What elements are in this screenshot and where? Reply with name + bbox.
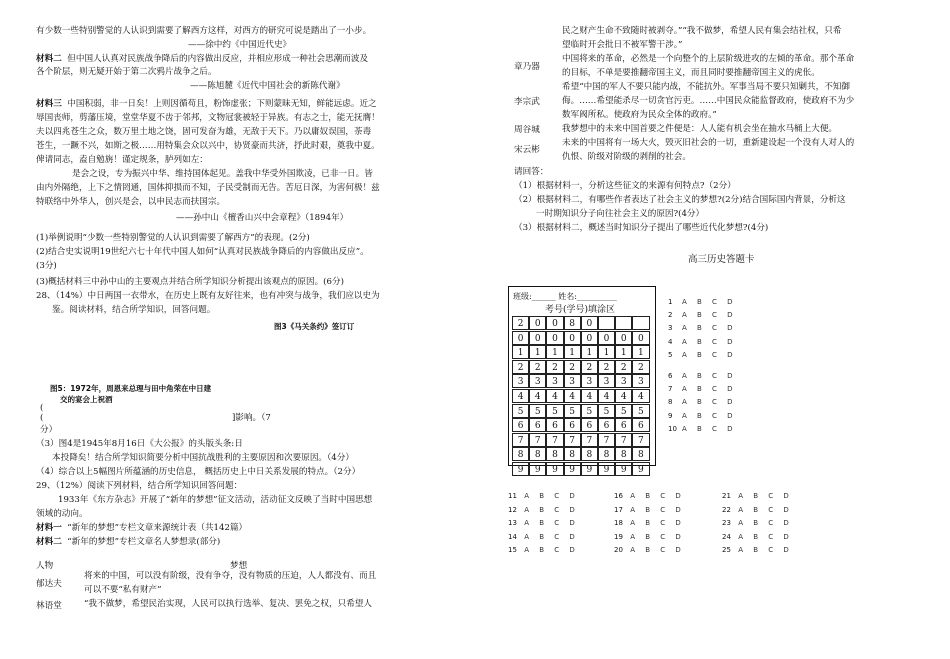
answer-options: A B C D — [630, 546, 685, 554]
id-bubble[interactable]: 7 — [615, 433, 632, 447]
answer-options: A B C D — [682, 411, 737, 420]
id-bubble[interactable]: 3 — [615, 374, 632, 388]
material-three-line5: 俾请同志，盍自勉旃！谨定规条，胪列如左： — [36, 155, 208, 165]
dream-li-2: 数军阀所私。使政府为民众全体的政府。” — [562, 110, 717, 120]
id-bubble[interactable]: 8 — [564, 447, 581, 461]
id-bubble[interactable]: 0 — [581, 331, 598, 345]
id-bubble[interactable]: 1 — [546, 345, 563, 359]
dream-zhang-2: 的目标，不单是要推翻帝国主义，而且同时要推翻帝国主义的虎伥。 — [562, 68, 820, 78]
id-bubble-row — [512, 447, 650, 462]
mcq-column-c — [614, 490, 685, 558]
id-bubble-row — [512, 389, 650, 404]
person-zhang: 章乃器 — [514, 62, 540, 72]
id-bubble-row — [512, 404, 650, 419]
id-bubble[interactable]: 5 — [529, 404, 546, 418]
question-number: 18 — [614, 519, 623, 527]
answer-options: A B C D — [524, 505, 579, 514]
id-bubble[interactable]: 4 — [632, 389, 649, 403]
id-digit-row — [512, 316, 650, 331]
id-bubble[interactable]: 0 — [529, 331, 546, 345]
question-29-intro-cont: 领域的动向。 — [36, 509, 88, 519]
material-two-b-text: “新年的梦想”专栏文章名人梦想录(部分) — [67, 537, 221, 547]
id-bubble-row — [512, 418, 650, 433]
answer-options: A B C D — [524, 532, 579, 541]
dream-yu-1: 将来的中国，可以没有阶级，没有争夺，没有物质的压迫，人人都没有、而且 — [84, 571, 377, 581]
answer-prompt: 请回答： — [514, 167, 549, 177]
id-bubble[interactable]: 2 — [512, 360, 529, 374]
mcq-row[interactable] — [722, 490, 793, 504]
id-bubble[interactable]: 9 — [632, 462, 649, 476]
impact-text: ]影响。（7 — [232, 413, 271, 423]
figure-5-caption-cont: 交的宴会上祝酒 — [60, 395, 113, 404]
id-bubble[interactable]: 9 — [529, 462, 546, 476]
dream-lin: “我不做梦，希望民治实现，人民可以执行选举、复决、罢免之权，只希望人 — [84, 599, 372, 609]
question-4: （4）综合以上5幅图片所蕴涵的历史信息， 概括历史上中日关系发展的特点。（2分） — [36, 467, 361, 477]
question-number: 16 — [614, 492, 623, 500]
id-digit-cell[interactable]: 2 — [512, 316, 529, 330]
question-28-instruction: 鉴。阅读材料，结合所学知识，回答问题。 — [52, 305, 216, 315]
id-bubble[interactable]: 3 — [598, 374, 615, 388]
material-three-line8: 特联络中外华人，创兴是会，以申民志而扶国宗。 — [36, 197, 226, 207]
answer-options: A B C D — [738, 492, 793, 500]
question-number: 8 — [668, 398, 673, 407]
id-bubble[interactable]: 7 — [546, 433, 563, 447]
mcq-row[interactable] — [668, 383, 737, 396]
id-bubble[interactable]: 3 — [512, 374, 529, 388]
id-bubble[interactable]: 8 — [512, 447, 529, 461]
id-bubble[interactable]: 1 — [564, 345, 581, 359]
id-bubble[interactable]: 9 — [512, 462, 529, 476]
question-number: 19 — [614, 532, 623, 541]
id-bubble[interactable]: 0 — [512, 331, 529, 345]
material-three-line4: 苍生，一蹶不兴，如斯之极……用特集会众以兴中，协贤豪而共济，抒此时艰，奠我中夏。 — [36, 141, 380, 151]
answer-options: A B C D — [524, 492, 579, 500]
paren-open: ( — [40, 403, 44, 413]
person-yu: 郁达夫 — [36, 579, 62, 589]
question-number: 3 — [668, 324, 673, 333]
id-bubble[interactable]: 4 — [546, 389, 563, 403]
question-number: 25 — [722, 546, 731, 554]
question-number: 23 — [722, 519, 731, 527]
mcq-row[interactable] — [508, 544, 579, 558]
mcq-row[interactable] — [668, 349, 737, 362]
question-29: 29、（12%）阅读下列材料，结合所学知识回答问题： — [36, 481, 243, 491]
material-three-line2: 辱国丧师，剪藩压境，堂堂华夏不齿于邻邦，文物冠裳被轻于异族。有志之士，能无抚膺！ — [36, 113, 380, 123]
question-3: (3)概括材料三中孙中山的主要观点并结合所学知识分析提出该观点的原因。(6分) — [36, 277, 344, 287]
question-1: (1)举例说明“少数一些特别警觉的人认识到需要了解西方”的表现。(2分) — [36, 233, 310, 243]
question-number: 9 — [668, 411, 673, 420]
source-sun: ——孙中山《檀香山兴中会章程》（1894年） — [176, 213, 349, 223]
id-bubble[interactable]: 8 — [615, 447, 632, 461]
id-bubble-row — [512, 433, 650, 448]
question-number: 14 — [508, 532, 517, 541]
material-two-b-tag: 材料二 — [36, 537, 62, 547]
id-bubble[interactable]: 3 — [581, 374, 598, 388]
material-two-text: 但中国人认真对民族战争降后的内容做出反应，并相应形成一种社会思潮而波及 — [67, 54, 369, 64]
student-id-label: 考号(学号)填涂区 — [545, 305, 616, 315]
mcq-row[interactable] — [668, 309, 737, 322]
question-28: 28、（14%）中日两国一衣带水，在历史上既有友好往来，也有冲突与战争，我们应以史为 — [36, 291, 380, 301]
mcq-column-d — [722, 490, 793, 558]
id-digit-cell[interactable] — [632, 316, 649, 330]
answer-options: A B C D — [630, 519, 685, 527]
id-bubble[interactable]: 8 — [546, 447, 563, 461]
mcq-row[interactable] — [614, 504, 685, 518]
paren-line: ( — [40, 413, 44, 423]
question-29-intro: 1933年《东方杂志》开展了“新年的梦想”征文活动，活动征文反映了当时中国思想 — [58, 495, 373, 505]
column-person: 人物 — [36, 561, 54, 571]
id-bubble[interactable]: 4 — [564, 389, 581, 403]
question-number: 7 — [668, 385, 673, 394]
id-bubble[interactable]: 2 — [615, 360, 632, 374]
student-id-grid — [508, 286, 656, 475]
id-bubble[interactable]: 9 — [581, 462, 598, 476]
id-bubble[interactable]: 5 — [615, 404, 632, 418]
material-one-line — [36, 522, 247, 535]
material-three-line3: 夫以四兆苍生之众，数万里土地之饶，固可发奋为雄，无敌于天下。乃以庸奴误国，荼毒 — [36, 127, 372, 137]
question-3b: （3）图4是1945年8月16日《大公报》的头版头条:日 — [36, 439, 243, 449]
id-digit-cell[interactable] — [598, 316, 615, 330]
dream-yu-2: 可以不要“私有财产” — [84, 585, 162, 595]
answer-options: A B C D — [630, 532, 685, 541]
question-number: 10 — [668, 424, 677, 433]
left-column — [0, 0, 470, 659]
id-bubble[interactable]: 4 — [512, 389, 529, 403]
question-number: 13 — [508, 519, 517, 527]
source-chen: ——陈旭麓《近代中国社会的新陈代谢》 — [190, 81, 345, 91]
id-bubble[interactable]: 3 — [564, 374, 581, 388]
answer-q2: （2）根据材料二，有哪些作者表达了社会主义的梦想?(2分)结合国际国内背景，分析这 — [514, 195, 846, 205]
answer-q2-cont: 一时期知识分子向往社会主义的原因?(4分） — [536, 209, 705, 219]
id-bubble[interactable]: 1 — [581, 345, 598, 359]
id-bubble[interactable]: 1 — [529, 345, 546, 359]
mcq-row[interactable] — [722, 517, 793, 531]
dream-zhang-1: 中国将来的革命，必然是一个向整个的上层阶级进攻的左倾的革命。那个革命 — [562, 54, 855, 64]
figure-5-caption: 图5：1972年，周恩来总理与田中角荣在中日建 — [50, 384, 212, 393]
question-number: 20 — [614, 546, 623, 554]
dream-song-2: 仇恨、阶级对阶级的剥削的社会。 — [562, 152, 691, 162]
id-bubble[interactable]: 9 — [546, 462, 563, 476]
question-number: 5 — [668, 350, 673, 359]
person-song: 宋云彬 — [514, 145, 540, 155]
question-number: 12 — [508, 505, 517, 514]
answer-q1: （1）根据材料一，分析这些征文的来源有何特点?（2分） — [514, 181, 736, 191]
id-bubble-row — [512, 374, 650, 389]
material-one-tag: 材料一 — [36, 523, 62, 533]
paragraph-xu: 有少数一些特别警觉的人认识到需要了解西方这样，对西方的研究可说是踏出了一小步。 — [36, 26, 372, 36]
id-bubble[interactable]: 0 — [615, 331, 632, 345]
id-bubble[interactable]: 6 — [546, 418, 563, 432]
mcq-row[interactable] — [668, 370, 737, 383]
question-3b-cont: 本投降矣！结合所学知识简要分析中国抗战胜利的主要原因和次要原因。（4分） — [52, 453, 354, 463]
id-bubble[interactable]: 0 — [546, 331, 563, 345]
question-2-points: (3分) — [36, 261, 57, 271]
material-three-text: 中国积弱，非一日矣！上则因循苟且，粉饰虚张；下则蒙昧无知，鲜能远虑。近之 — [67, 99, 377, 109]
id-bubble[interactable]: 2 — [546, 360, 563, 374]
person-zhou: 周谷城 — [514, 125, 540, 135]
material-three-line7: 由内外隔绝，上下之情罔通，国体抑损而不知，子民受制而无告。苦厄日深，为害何极！兹 — [36, 183, 380, 193]
id-bubble-grid — [512, 316, 650, 477]
id-digit-cell[interactable]: 0 — [546, 316, 563, 330]
id-bubble[interactable]: 3 — [546, 374, 563, 388]
dream-lin-cont1: 民之财产生命不致随时被剥夺。”“我不做梦，希望人民有集会结社权，只希 — [562, 26, 842, 36]
source-xu: ——徐中约《中国近代史》 — [188, 40, 292, 50]
id-bubble[interactable]: 9 — [615, 462, 632, 476]
answer-options: A B C D — [682, 350, 737, 359]
material-two-b-line — [36, 536, 220, 549]
mcq-row[interactable] — [508, 531, 579, 545]
answer-options: A B C D — [682, 385, 737, 394]
question-number: 22 — [722, 505, 731, 514]
dream-zhou: 我梦想中的未来中国首要之件便是：人人能有机会坐在抽水马桶上大便。 — [562, 124, 838, 134]
question-number: 4 — [668, 337, 673, 346]
answer-q3: （3）根据材料二，概述当时知识分子提出了哪些近代化梦想?(4分) — [514, 223, 769, 233]
id-bubble[interactable]: 2 — [529, 360, 546, 374]
dream-li-0: 希望“中国的军人不要只能内战，不能抗外。军事当局不要只知剿共，不知御 — [562, 82, 850, 92]
id-bubble[interactable]: 7 — [598, 433, 615, 447]
id-bubble[interactable]: 0 — [564, 331, 581, 345]
id-bubble[interactable]: 9 — [598, 462, 615, 476]
mcq-row[interactable] — [614, 544, 685, 558]
answer-options: A B C D — [682, 372, 737, 381]
material-one-text: “新年的梦想”专栏文章来源统计表（共142篇） — [67, 523, 248, 533]
dream-lin-cont2: 望临时开会批日不被军警干涉。” — [562, 40, 683, 50]
id-bubble[interactable]: 5 — [512, 404, 529, 418]
id-bubble[interactable]: 4 — [615, 389, 632, 403]
mcq-row[interactable] — [668, 336, 737, 349]
answer-options: A B C D — [682, 311, 737, 320]
id-bubble[interactable]: 3 — [632, 374, 649, 388]
material-three-line1 — [36, 98, 377, 111]
id-bubble[interactable]: 6 — [529, 418, 546, 432]
id-bubble[interactable]: 6 — [512, 418, 529, 432]
id-bubble[interactable]: 5 — [564, 404, 581, 418]
id-bubble[interactable]: 8 — [529, 447, 546, 461]
question-number: 11 — [508, 492, 517, 500]
answer-options: A B C D — [524, 546, 579, 554]
id-digit-cell[interactable] — [615, 316, 632, 330]
material-two-tag: 材料二 — [36, 54, 62, 64]
mcq-column-b — [508, 490, 579, 558]
answer-card-title: 高三历史答题卡 — [688, 254, 755, 265]
id-bubble[interactable]: 7 — [512, 433, 529, 447]
answer-options: A B C D — [682, 324, 737, 333]
question-2: (2)结合史实说明19世纪六七十年代中国人如何“认真对民族战争降后的内容做出反应”。 — [36, 247, 369, 257]
id-bubble[interactable]: 1 — [598, 345, 615, 359]
mcq-row[interactable] — [722, 531, 793, 545]
mcq-row[interactable] — [668, 296, 737, 309]
id-bubble[interactable]: 5 — [581, 404, 598, 418]
id-bubble[interactable]: 2 — [598, 360, 615, 374]
id-bubble[interactable]: 5 — [546, 404, 563, 418]
id-bubble[interactable]: 6 — [598, 418, 615, 432]
question-number: 15 — [508, 546, 517, 554]
id-digit-cell[interactable]: 0 — [529, 316, 546, 330]
id-bubble-row — [512, 331, 650, 346]
answer-options: A B C D — [738, 505, 793, 514]
mcq-row[interactable] — [508, 504, 579, 518]
id-bubble[interactable]: 7 — [564, 433, 581, 447]
id-bubble[interactable]: 6 — [615, 418, 632, 432]
answer-options: A B C D — [630, 492, 685, 500]
mcq-row[interactable] — [508, 517, 579, 531]
question-number: 2 — [668, 311, 673, 320]
mcq-row[interactable] — [614, 517, 685, 531]
id-bubble[interactable]: 1 — [512, 345, 529, 359]
id-bubble[interactable]: 7 — [529, 433, 546, 447]
material-two-line1 — [36, 53, 368, 66]
material-two-line2: 各个阶层，则无疑开始于第二次鸦片战争之后。 — [36, 67, 217, 77]
answer-options: A B C D — [682, 424, 737, 433]
id-bubble[interactable]: 0 — [598, 331, 615, 345]
column-dream: 梦想 — [230, 561, 248, 571]
mcq-row[interactable] — [614, 531, 685, 545]
class-name-label: 班级:______ 姓名:__________ — [513, 292, 617, 301]
id-bubble[interactable]: 6 — [581, 418, 598, 432]
dream-li-1: 侮。……希望能杀尽一切贪官污吏。……中国民众能监督政府，使政府不为少 — [562, 96, 855, 106]
id-bubble[interactable]: 8 — [632, 447, 649, 461]
answer-options: A B C D — [682, 298, 737, 306]
id-bubble[interactable]: 9 — [564, 462, 581, 476]
question-number: 21 — [722, 492, 731, 500]
id-bubble[interactable]: 1 — [615, 345, 632, 359]
mcq-column-a — [668, 296, 737, 436]
answer-options: A B C D — [524, 519, 579, 527]
question-number: 24 — [722, 532, 731, 541]
answer-options: A B C D — [738, 519, 793, 527]
answer-options: A B C D — [630, 505, 685, 514]
answer-options: A B C D — [738, 546, 793, 554]
question-number: 6 — [668, 372, 673, 381]
id-bubble[interactable]: 4 — [529, 389, 546, 403]
answer-options: A B C D — [682, 398, 737, 407]
material-three-line6: 是会之设，专为振兴中华、维持国体起见。盖我中华受外国欺凌，已非一日。皆 — [72, 169, 373, 179]
id-digit-cell[interactable]: 0 — [581, 316, 598, 330]
question-number: 17 — [614, 505, 623, 514]
question-number: 1 — [668, 298, 673, 306]
figure-3-caption: 图3《马关条约》签订订 — [274, 322, 355, 331]
id-bubble-row — [512, 462, 650, 477]
id-bubble[interactable]: 6 — [632, 418, 649, 432]
id-bubble[interactable]: 7 — [632, 433, 649, 447]
id-bubble[interactable]: 0 — [632, 331, 649, 345]
id-bubble[interactable]: 4 — [581, 389, 598, 403]
mcq-row[interactable] — [668, 423, 737, 436]
id-bubble[interactable]: 7 — [581, 433, 598, 447]
id-bubble[interactable]: 2 — [632, 360, 649, 374]
mcq-row[interactable] — [722, 504, 793, 518]
person-lin: 林语堂 — [36, 601, 62, 611]
id-bubble[interactable]: 4 — [598, 389, 615, 403]
id-bubble[interactable]: 8 — [598, 447, 615, 461]
id-bubble[interactable]: 8 — [581, 447, 598, 461]
id-digit-cell[interactable]: 8 — [564, 316, 581, 330]
person-li: 李宗武 — [514, 97, 540, 107]
mcq-row[interactable] — [668, 396, 737, 409]
answer-options: A B C D — [738, 532, 793, 541]
mcq-row[interactable] — [508, 490, 579, 504]
id-bubble[interactable]: 2 — [581, 360, 598, 374]
impact-points: 分） — [40, 425, 58, 435]
mcq-row[interactable] — [722, 544, 793, 558]
id-bubble[interactable]: 6 — [564, 418, 581, 432]
answer-options: A B C D — [682, 337, 737, 346]
id-bubble[interactable]: 5 — [632, 404, 649, 418]
mcq-row[interactable] — [668, 410, 737, 423]
id-bubble[interactable]: 1 — [632, 345, 649, 359]
id-bubble[interactable]: 3 — [529, 374, 546, 388]
mcq-row[interactable] — [668, 322, 737, 335]
material-three-tag: 材料三 — [36, 99, 62, 109]
id-bubble-row — [512, 345, 650, 360]
dream-song-1: 未来的中国将有一场大火，毁灭旧社会的一切，重新建设起一个没有人对人的 — [562, 138, 855, 148]
id-bubble[interactable]: 2 — [564, 360, 581, 374]
id-bubble-row — [512, 360, 650, 375]
id-bubble[interactable]: 5 — [598, 404, 615, 418]
mcq-row[interactable] — [614, 490, 685, 504]
